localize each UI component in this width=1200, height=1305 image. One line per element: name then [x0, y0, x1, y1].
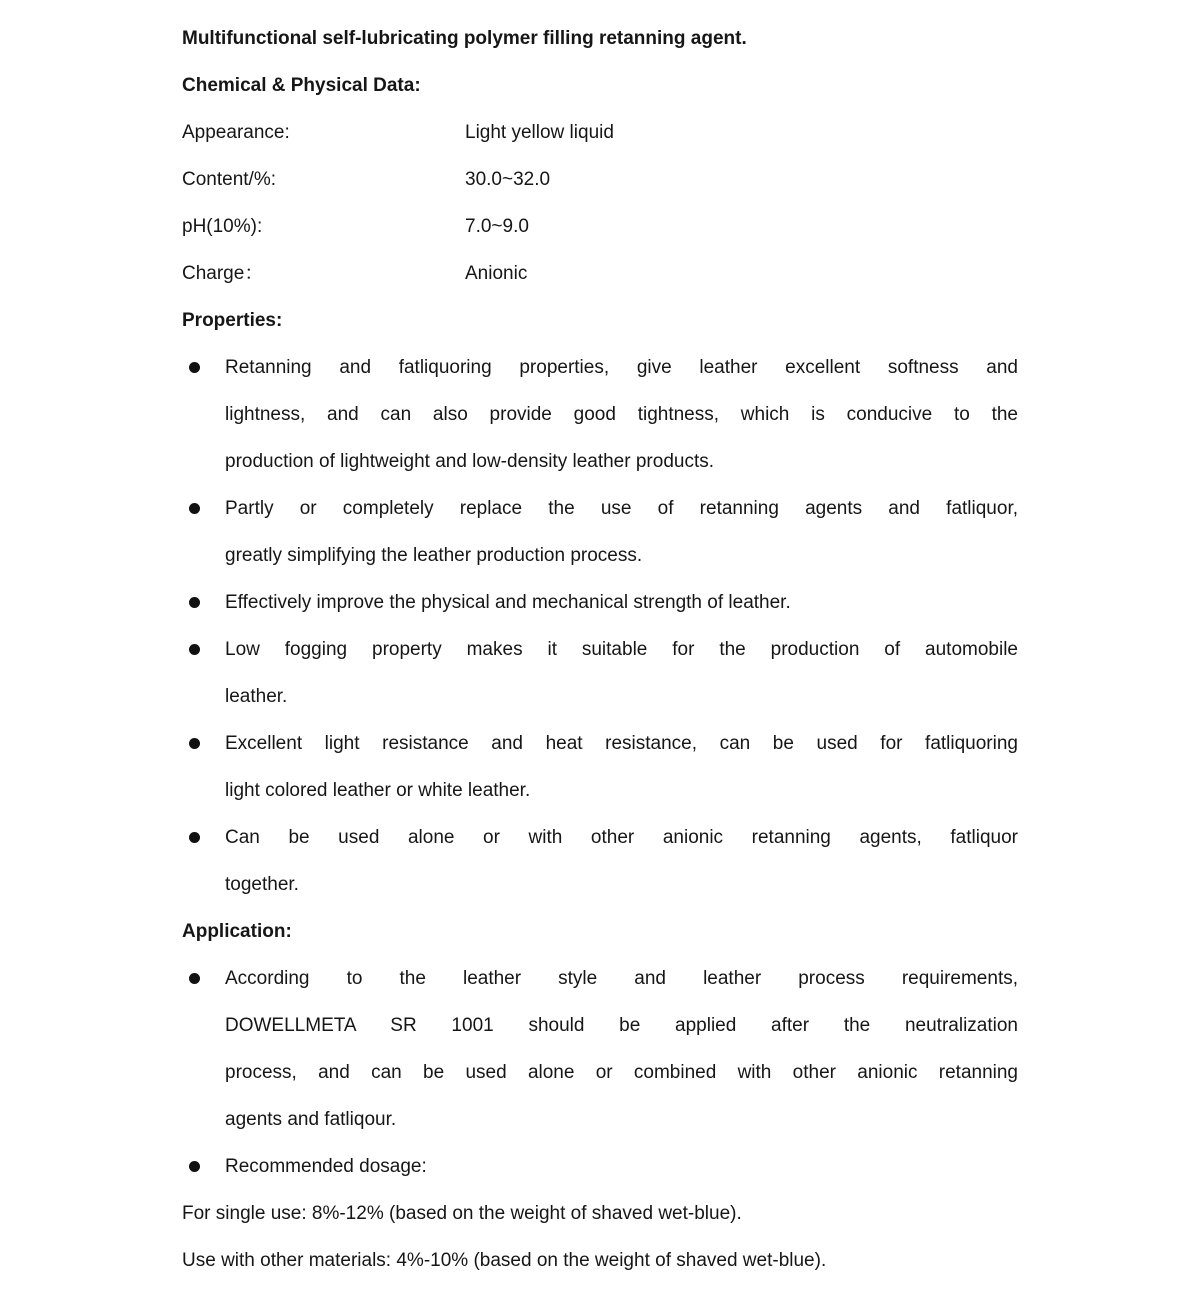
document-content — [182, 15, 1018, 1284]
bullet-item — [182, 626, 1018, 720]
bullet-line: DOWELLMETA SR 1001 should be applied after the neutralization — [225, 1015, 1018, 1036]
bullet-icon — [189, 362, 200, 373]
bullet-line: Recommended dosage: — [225, 1156, 427, 1177]
bullet-item — [182, 344, 1018, 485]
bullet-line: Effectively improve the physical and mechanical strength of leather. — [225, 592, 791, 613]
bullet-line: leather. — [225, 686, 288, 707]
bullet-line: together. — [225, 874, 299, 895]
bullet-icon — [189, 644, 200, 655]
data-row — [182, 250, 1018, 297]
data-row-label: Content/%: — [182, 169, 276, 190]
paragraph-line: For single use: 8%-12% (based on the weight of shaved wet-blue). — [182, 1203, 742, 1224]
data-row-label: Charge： — [182, 263, 264, 284]
bullet-line: Retanning and fatliquoring properties, give leather excellent softness and — [225, 357, 1018, 378]
bullet-item — [182, 485, 1018, 579]
bullet-icon — [189, 1161, 200, 1172]
bullet-icon — [189, 597, 200, 608]
section-heading: Chemical & Physical Data: — [182, 75, 421, 96]
data-row — [182, 109, 1018, 156]
bullet-icon — [189, 503, 200, 514]
section-heading: Application: — [182, 921, 292, 942]
bullet-line: process, and can be used alone or combined with other anionic retanning — [225, 1062, 1018, 1083]
bullet-item — [182, 1143, 1018, 1190]
section-heading: Properties: — [182, 310, 283, 331]
bullet-icon — [189, 738, 200, 749]
bullet-line: Low fogging property makes it suitable for the production of automobile — [225, 639, 1018, 660]
data-row-label: Appearance: — [182, 122, 290, 143]
bullet-line: light colored leather or white leather. — [225, 780, 531, 801]
data-row-value: Anionic — [465, 263, 528, 284]
bullet-item — [182, 720, 1018, 814]
section-heading: Multifunctional self-lubricating polymer filling retanning agent. — [182, 28, 747, 49]
paragraph-line: Use with other materials: 4%-10% (based on the weight of shaved wet-blue). — [182, 1250, 827, 1271]
data-row — [182, 156, 1018, 203]
data-row-label: pH(10%): — [182, 216, 263, 237]
bullet-line: greatly simplifying the leather production process. — [225, 545, 643, 566]
bullet-item — [182, 814, 1018, 908]
bullet-item — [182, 955, 1018, 1143]
data-row — [182, 203, 1018, 250]
bullet-line: agents and fatliqour. — [225, 1109, 397, 1130]
data-row-value: 7.0~9.0 — [465, 216, 529, 237]
bullet-line: Can be used alone or with other anionic retanning agents, fatliquor — [225, 827, 1018, 848]
bullet-icon — [189, 973, 200, 984]
bullet-line: lightness, and can also provide good tightness, which is conducive to the — [225, 404, 1018, 425]
bullet-line: According to the leather style and leather process requirements, — [225, 968, 1018, 989]
bullet-line: production of lightweight and low-density leather products. — [225, 451, 715, 472]
data-row-value: 30.0~32.0 — [465, 169, 551, 190]
bullet-line: Excellent light resistance and heat resistance, can be used for fatliquoring — [225, 733, 1018, 754]
data-row-value: Light yellow liquid — [465, 122, 614, 143]
bullet-icon — [189, 832, 200, 843]
bullet-item — [182, 579, 1018, 626]
bullet-line: Partly or completely replace the use of retanning agents and fatliquor, — [225, 498, 1018, 519]
